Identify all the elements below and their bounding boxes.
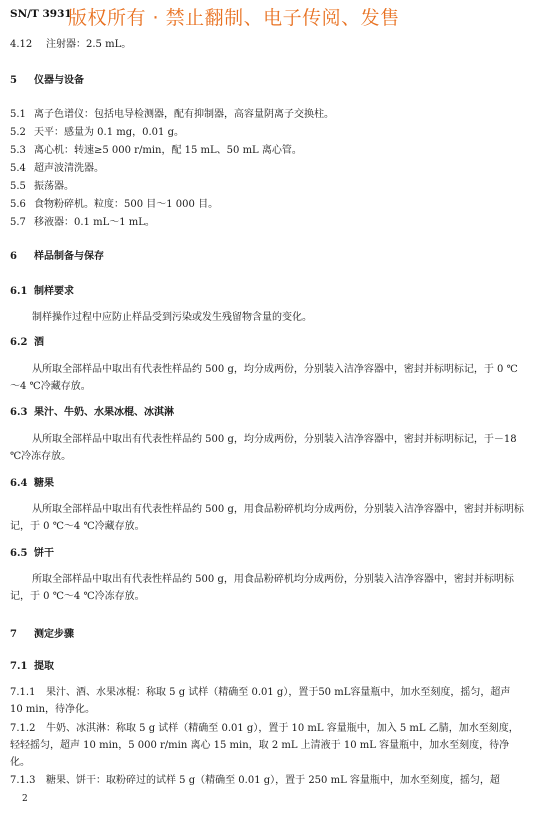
subsection-6-1-text: 制样操作过程中应防止样品受到污染或发生残留物含量的变化。 [32,312,312,323]
subsection-title: 酒 [34,337,44,348]
item-number: 5.6 [10,199,26,210]
section-number: 7 [10,629,17,640]
item-text: 移液器：0.1 mL～1 mL。 [34,217,155,228]
subsection-6-2-heading [10,335,44,351]
item-text: 牛奶、冰淇淋：称取 5 g 试样（精确至 0.01 g），置于 10 mL 容量瓶中，加入 5 mL 乙腈，加水至刻度，轻轻摇匀，超声 10 min，5 000 r/min 离心 15 min，取 2 mL 上清液于 10 mL 容量瓶中，加水至刻度，待净化。 [10,723,519,768]
subsection-number: 6.5 [10,548,28,559]
subsection-number: 7.1 [10,661,28,672]
item-number: 5.3 [10,145,26,156]
item-number: 5.7 [10,217,26,228]
section-title: 样品制备与保存 [34,251,104,262]
item-number: 7.1.3 [10,775,36,786]
subsection-6-2-text: 从所取全部样品中取出有代表性样品约 500 g，均分成两份，分别装入洁净容器中，密封并标明标记，于 0 ℃～4 ℃冷藏存放。 [10,364,518,392]
list-item [10,107,334,125]
section-number: 6 [10,251,17,262]
item-7-1-2 [10,720,525,771]
subsection-title: 果汁、牛奶、水果冰棍、冰淇淋 [34,407,174,418]
subsection-6-4-text: 从所取全部样品中取出有代表性样品约 500 g，用食品粉碎机均分成两份，分别装入洁净容器中，密封并标明标记，于 0 ℃～4 ℃冷藏存放。 [10,504,524,532]
item-number: 5.1 [10,109,26,120]
subsection-title: 糖果 [34,478,54,489]
subsection-6-4-heading [10,476,54,492]
subsection-title: 饼干 [34,548,54,559]
copyright-watermark: 版权所有 · 禁止翻制、电子传阅、发售 [68,7,400,29]
item-text: 食物粉碎机。粒度：500 目～1 000 目。 [34,199,219,210]
item-text: 离子色谱仪：包括电导检测器，配有抑制器，高容量阴离子交换柱。 [34,109,334,120]
item-number: 5.2 [10,127,26,138]
subsection-6-1-heading [10,284,74,300]
list-item [10,161,334,179]
subsection-6-5-text: 所取全部样品中取出有代表性样品约 500 g，用食品粉碎机均分成两份，分别装入洁净容器中，密封并标明标记，于 0 ℃～4 ℃冷冻存放。 [10,574,514,602]
list-item [10,197,334,215]
section-5-heading [10,73,84,89]
section-5-list [10,107,334,233]
subsection-6-3-text: 从所取全部样品中取出有代表性样品约 500 g，均分成两份，分别装入洁净容器中，密封并标明标记，于－18 ℃冷冻存放。 [10,434,517,462]
section-title: 仪器与设备 [34,75,84,86]
section-title: 测定步骤 [34,629,74,640]
subsection-number: 6.4 [10,478,28,489]
item-text: 天平：感量为 0.1 mg，0.01 g。 [34,127,184,138]
subsection-7-1-heading [10,659,54,675]
section-7-heading [10,627,74,643]
item-text: 振荡器。 [34,181,74,192]
item-text: 超声波清洗器。 [34,163,104,174]
list-item [10,143,334,161]
document-id: SN/T 3931 [10,8,72,20]
section-number: 5 [10,75,17,86]
item-text: 糖果、饼干：取粉碎过的试样 5 g（精确至 0.01 g），置于 250 mL 容量瓶中，加水至刻度，摇匀，超 [46,775,500,786]
item-number: 7.1.1 [10,687,36,698]
subsection-6-3-heading [10,405,174,421]
section-6-heading [10,249,104,265]
item-number: 7.1.2 [10,723,36,734]
item-7-1-3 [10,772,525,789]
page-number: 2 [22,794,28,804]
subsection-6-5-heading [10,546,54,562]
item-text: 离心机：转速≥5 000 r/min，配 15 mL、50 mL 离心管。 [34,145,302,156]
item-text: 果汁、酒、水果冰棍：称取 5 g 试样（精确至 0.01 g），置于50 mL容量瓶中，加水至刻度，摇匀，超声 10 min，待净化。 [10,687,511,715]
item-number: 5.5 [10,181,26,192]
subsection-title: 提取 [34,661,54,672]
subsection-number: 6.2 [10,337,28,348]
list-item [10,125,334,143]
item-4-12 [10,37,131,53]
item-text: 注射器：2.5 mL。 [46,39,132,50]
subsection-title: 制样要求 [34,286,74,297]
list-item [10,179,334,197]
subsection-number: 6.3 [10,407,28,418]
item-number: 5.4 [10,163,26,174]
list-item [10,215,334,233]
item-7-1-1 [10,684,525,718]
item-number: 4.12 [10,39,33,50]
subsection-number: 6.1 [10,286,28,297]
